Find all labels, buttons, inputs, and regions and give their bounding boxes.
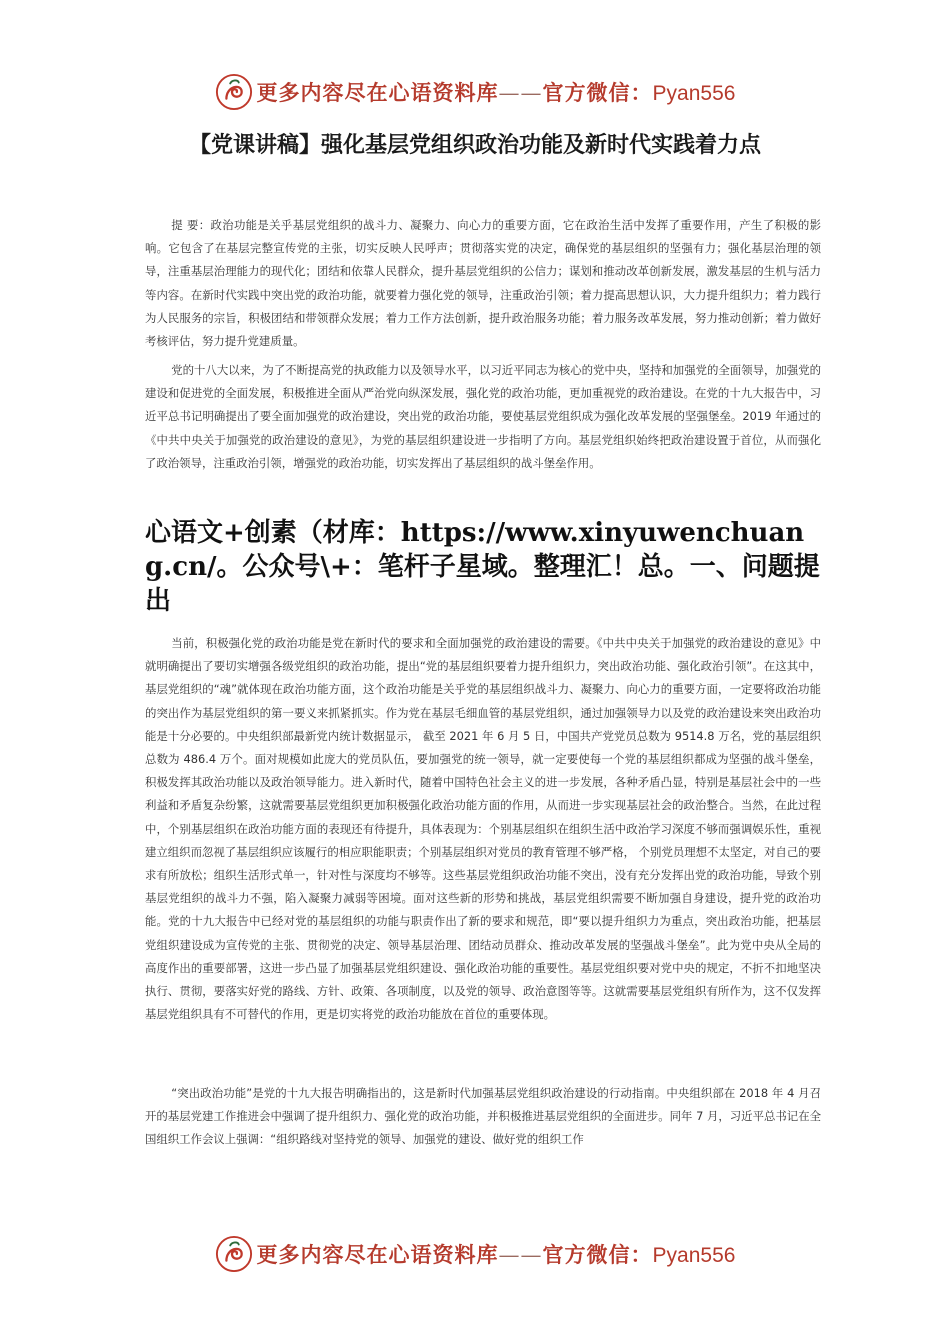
section-heading: 心语文+创素（材库：https://www.xinyuwenchuang.cn/。公众号\+：笔杆子星域。整理汇！总。一、问题提出 [145,518,820,616]
intro-paragraph: 党的十八大以来，为了不断提高党的执政能力以及领导水平，以习近平同志为核心的党中央，坚持和加强党的全面领导，加强党的建设和促进党的全面发展，积极推进全面从严治党向纵深发展，强化党的政治功能，更加重视党的政治建设。在党的十九大报告中，习近平总书记明确提出了要全面加强党的政治建设，突出党的政治功能，要使基层党组织成为强化改革发展的坚强堡垒。2019 年通过的《中共中央关于加强党的政治建设的意见》，为党的基层组织建设进一步指明了方向。基层党组织始终把政治建设置于首位，从而强化了政治领导，注重政治引领，增强党的政治功能，切实发挥出了基层组织的战斗堡垒作用。 [145,363,821,470]
watermark-text [257,1239,736,1269]
flower-swirl-logo-icon [215,1235,253,1273]
watermark-account-id: Pyan556 [652,1244,736,1267]
flower-swirl-logo-icon [215,73,253,111]
watermark-text [257,77,736,107]
body-paragraph-1: 当前，积极强化党的政治功能是党在新时代的要求和全面加强党的政治建设的需要。《中共中央关于加强党的政治建设的意见》中就明确提出了要切实增强各级党组织的政治功能，提出“党的基层组织要着力提升组织力，突出政治功能、强化政治引领”。在这其中，基层党组织的“魂”就体现在政治功能方面，这个政治功能是关乎党的基层组织战斗力、凝聚力、向心力的重要方面，一定要将政治功能的突出作为基层党组织的第一要义来抓紧抓实。作为党在基层毛细血管的基层党组织，通过加强领导力以及党的政治建设来突出政治功能是十分必要的。中央组织部最新党内统计数据显示， 截至 2021 年 6 月 5 日，中国共产党党员总数为 9514.8 万名，党的基层组织总数为 486.4 万个。面对规模如此庞大的党员队伍，要加强党的统一领导，就一定要使每一个党的基层组织都成为坚强的战斗堡垒，积极发挥其政治功能以及政治领导能力。进入新时代，随着中国特色社会主义的进一步发展，各种矛盾凸显，特别是基层社会中的一些利益和矛盾复杂纷繁，这就需要基层党组织更加积极强化政治功能方面的作用，从而进一步实现基层社会的政治整合。当然，在此过程中，个别基层组织在政治功能方面的表现还有待提升，具体表现为：个别基层组织在组织生活中政治学习深度不够而强调娱乐性，重视建立组织而忽视了基层组织应该履行的相应职能职责；个别基层组织对党员的教育管理不够严格， 个别党员理想不太坚定，对自己的要求有所放松；组织生活形式单一，针对性与深度均不够等。这些基层党组织政治功能不突出，没有充分发挥出党的政治功能，导致个别基层党组织的战斗力不强，陷入凝聚力减弱等困境。面对这些新的形势和挑战，基层党组织需要不断加强自身建设，提升党的政治功能。党的十九大报告中已经对党的基层组织的功能与职责作出了新的要求和规范，即“要以提升组织力为重点，突出政治功能，把基层党组织建设成为宣传党的主张、贯彻党的决定、领导基层治理、团结动员群众、推动改革发展的坚强战斗堡垒”。此为党中央从全局的高度作出的重要部署，这进一步凸显了加强基层党组织建设、强化政治功能的重要性。基层党组织要对党中央的规定，不折不扣地坚决执行、贯彻，要落实好党的路线、方针、政策、各项制度，以及党的领导、政治意图等等。这就需要基层党组织有所作为，这不仅发挥基层党组织具有不可替代的作用，更是切实将党的政治功能放在首位的重要体现。 [145,636,821,1022]
abstract-paragraph: 提 要：政治功能是关乎基层党组织的战斗力、凝聚力、向心力的重要方面，它在政治生活中发挥了重要作用，产生了积极的影响。它包含了在基层完整宣传党的主张，切实反映人民呼声；贯彻落实党的决定，确保党的基层组织的坚强有力；强化基层治理的领导，注重基层治理能力的现代化；团结和依靠人民群众，提升基层党组织的公信力；谋划和推动改革创新发展，激发基层的生机与活力等内容。在新时代实践中突出党的政治功能，就要着力强化党的领导，注重政治引领；着力提高思想认识，大力提升组织力；着力践行为人民服务的宗旨，积极团结和带领群众发展；着力工作方法创新，提升政治服务功能；着力服务改革发展，努力推动创新；着力做好考核评估，努力提升党建质量。 [145,218,821,349]
body-paragraph-2: “突出政治功能”是党的十九大报告明确指出的，这是新时代加强基层党组织政治建设的行动指南。中央组织部在 2018 年 4 月召开的基层党建工作推进会中强调了提升组织力、强化党的政治功能，并积极推进基层党组织的全面进步。同年 7 月，习近平总书记在全国组织工作会议上强调：“组织路线对坚持党的领导、加强党的建设、做好党的组织工作 [145,1086,821,1147]
body-block-2 [145,1082,821,1152]
watermark-main: 更多内容尽在心语资料库 [256,1242,499,1267]
header-watermark [0,70,950,114]
footer-watermark [0,1232,950,1276]
watermark-separator: —— [498,81,543,105]
watermark-account-label: 官方微信： [542,1242,653,1267]
body-block [145,632,821,1026]
document-title: 【党课讲稿】强化基层党组织政治功能及新时代实践着力点 [188,133,761,158]
abstract-block [145,214,821,353]
watermark-account-label: 官方微信： [542,80,653,105]
watermark-account-id: Pyan556 [652,82,736,105]
watermark-main: 更多内容尽在心语资料库 [256,80,499,105]
section-heading-block [145,516,821,618]
intro-block [145,359,821,475]
watermark-separator: —— [498,1243,543,1267]
